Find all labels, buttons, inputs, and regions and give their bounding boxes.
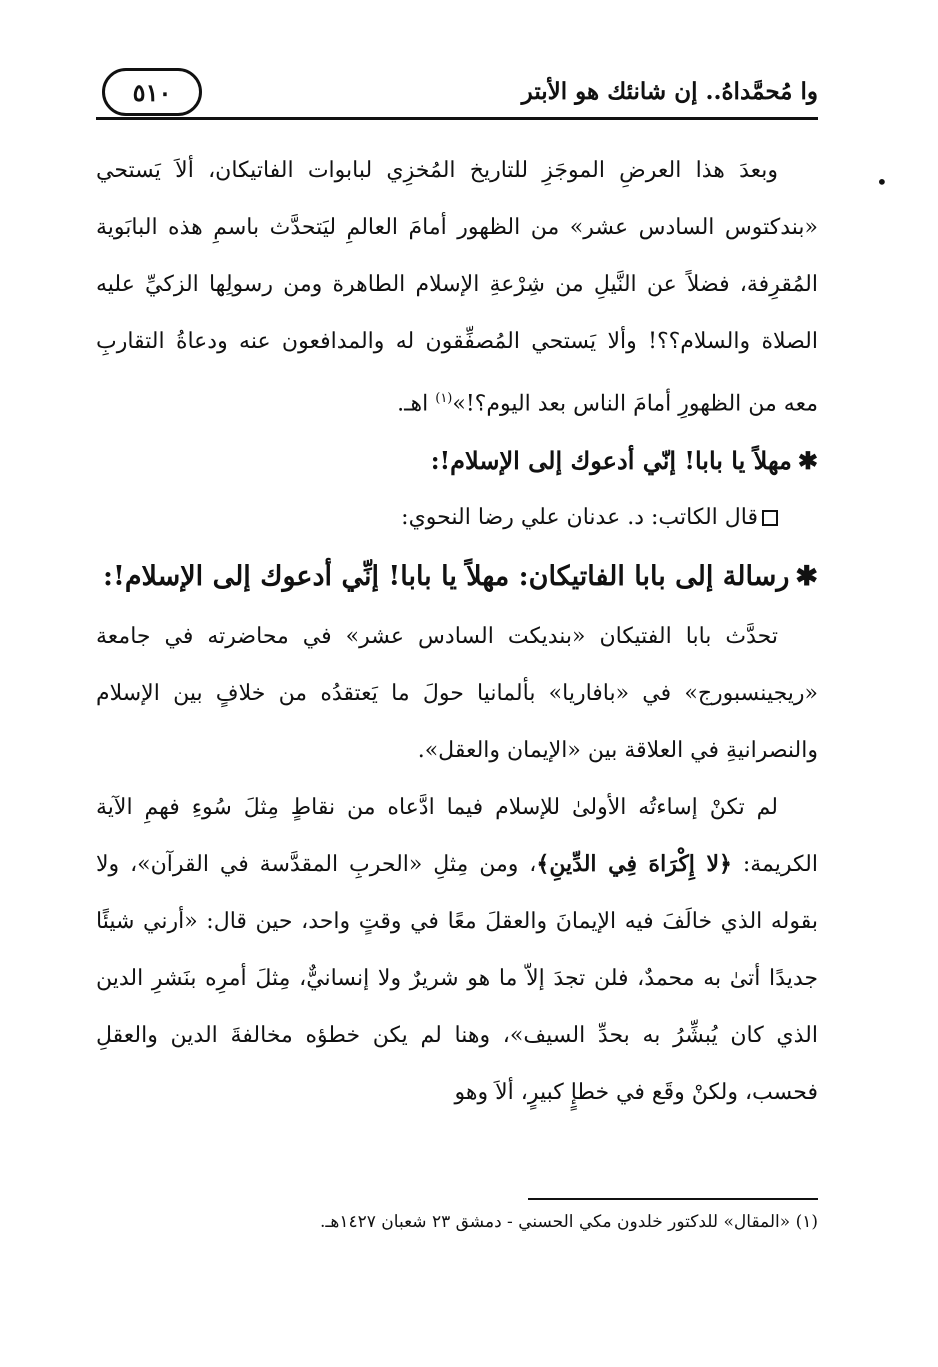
- page-header: [96, 62, 818, 120]
- page-number: ٥١٠: [102, 68, 202, 116]
- paragraph-end: اهـ.: [397, 391, 436, 417]
- article-title: [96, 546, 818, 608]
- paragraph: [96, 608, 818, 779]
- margin-dot: •: [876, 170, 888, 194]
- asterisk-bullet-icon: ✱: [797, 446, 818, 476]
- running-title: وا مُحمَّداهُ.. إن شانئك هو الأبتر: [521, 78, 818, 105]
- header-rule: [96, 117, 818, 120]
- paragraph-text: وبعدَ هذا العرضِ الموجَزِ للتاريخ المُخزِي لبابوات الفاتيكان، ألاَ يَستحي «بندكتوس السادس عشر» من الظهور أمامَ العالمِ ليَتحدَّث باسمِ هذه البابَوية المُقرِفة، فضلاً عن النَّيلِ من شِرْعةِ الإسلام الطاهرة ومن رسولِها الزكيِّ عليه الصلاة والسلام؟؟! وألا يَستحي المُصفِّقون له والمدافعون عنه ودعاةُ التقاربِ معه من الظهورِ أمامَ الناس بعد اليوم؟!»: [96, 158, 818, 417]
- author-line-text: قال الكاتب: د. عدنان علي رضا النحوي:: [401, 505, 758, 531]
- paragraph-text: لم تكنْ إساءتُه الأولىٰ للإسلام فيما ادَّعاه من نقاطٍ مِثلَ سُوءِ فهمِ الآية الكريمة:: [96, 795, 818, 878]
- footnote-ref: (١): [435, 391, 453, 406]
- square-box-icon: [762, 510, 778, 526]
- paragraph: [96, 779, 818, 1121]
- section-heading: [96, 432, 818, 489]
- author-line: [96, 489, 818, 546]
- main-text: [96, 142, 818, 1121]
- paragraph: [96, 142, 818, 432]
- paragraph-text: ، ومن مِثلِ «الحربِ المقدَّسة في القرآن»، ولا بقوله الذي خالَفَ فيه الإيمانَ والعقلَ معًا في وقتٍ واحد، حين قال: «أرني شيئًا جديدًا أتىٰ به محمدٌ، فلن تجدَ إلاّ ما هو شريرٌ ولا إنسانيٌّ، مِثلَ أمرِه بنَشرِ الدين الذي كان يُبشِّرُ به بحدِّ السيف»، وهنا لم يكن خطؤه مخالفةَ الدين والعقلِ فحسب، ولكنْ وقَع في خطإٍ كبيرٍ، ألاَ وهو: [96, 852, 818, 1106]
- footnote: (١) «المقال» للدكتور خلدون مكي الحسني - دمشق ٢٣ شعبان ١٤٢٧هـ.: [320, 1212, 818, 1232]
- asterisk-bullet-icon: ✱: [795, 561, 818, 593]
- footnote-separator: [528, 1198, 818, 1200]
- section-heading-text: مهلاً يا بابا! إنّي أدعوك إلى الإسلام!:: [430, 446, 792, 476]
- article-title-text: رسالة إلى بابا الفاتيكان: مهلاً يا بابا! إنِّي أدعوك إلى الإسلام!:: [103, 561, 790, 593]
- quran-verse: ﴿لا إِكْرَاهَ فِي الدِّينِ﴾: [536, 851, 732, 878]
- paragraph-text: تحدَّث بابا الفتيكان «بنديكت السادس عشر» في محاضرته في جامعة «ريجينسبورج» في «بافاريا» بألمانيا حولَ ما يَعتقدُه من خلافٍ بين الإسلام والنصرانيةِ في العلاقة بين «الإيمان والعقل».: [96, 624, 818, 764]
